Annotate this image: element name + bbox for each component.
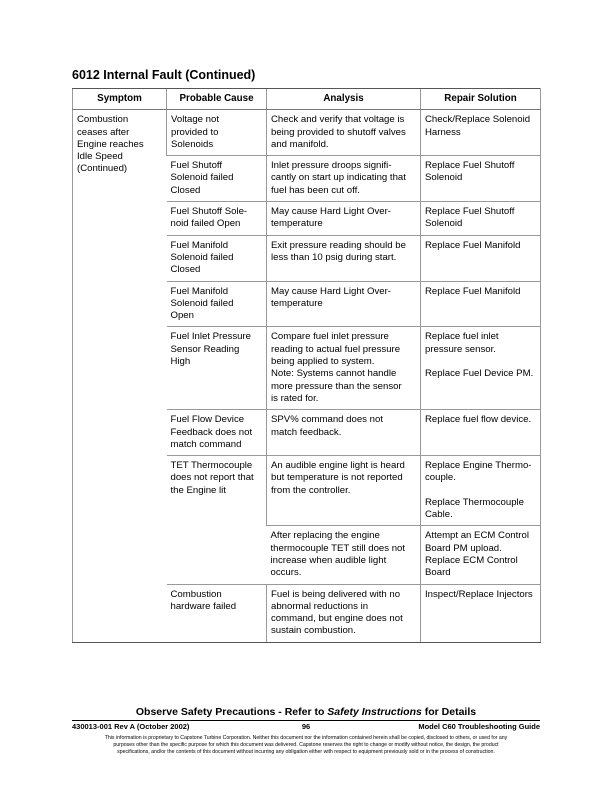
repair-cell: Replace Fuel Shutoff Solenoid [421, 202, 541, 236]
symptom-cell: Combustion ceases after Engine reaches Idle Speed (Continued) [73, 110, 167, 642]
cause-cell: Combustion hardware failed [167, 584, 267, 642]
safety-notice: Observe Safety Precautions - Refer to Safety Instructions for Details [135, 706, 477, 718]
table-header-row [73, 89, 541, 110]
table-row [73, 110, 541, 156]
header-repair-solution: Repair Solution [421, 89, 541, 110]
legal-notice: This information is proprietary to Capstone Turbine Corporation. Neither this document nor the information contained herein shall be copied, disclosed to others, or used for any purposes other than the specific purpose for which this document was delivered. Capstone reserves the right to change or modify without notice, the design, the product specifications, and/or the contents of this document without incurring any obligation either with respect to equipment previously sold or in the process of construction. [104, 735, 508, 755]
header-symptom: Symptom [73, 89, 167, 110]
header-analysis: Analysis [267, 89, 421, 110]
cause-cell: Fuel Inlet Pressure Sensor Reading High [167, 327, 267, 410]
analysis-cell: An audible engine light is heard but temperature is not reported from the controller. [267, 456, 421, 526]
cause-cell: Fuel Shutoff Solenoid failed Closed [167, 156, 267, 202]
model-title: Model C60 Troubleshooting Guide [418, 722, 540, 731]
analysis-cell: After replacing the engine thermocouple TET still does not increase when audible light occurs. [267, 526, 421, 584]
repair-cell: Replace Fuel Shutoff Solenoid [421, 156, 541, 202]
fault-table [72, 88, 541, 643]
analysis-cell: Check and verify that voltage is being provided to shutoff valves and manifold. [267, 110, 421, 156]
cause-cell: Fuel Manifold Solenoid failed Open [167, 281, 267, 327]
analysis-cell: May cause Hard Light Over- temperature [267, 202, 421, 236]
repair-cell: Replace Fuel Manifold [421, 235, 541, 281]
analysis-cell: Fuel is being delivered with no abnormal reductions in command, but engine does not sustain combustion. [267, 584, 421, 642]
cause-cell: TET Thermocouple does not report that the Engine lit [167, 456, 267, 584]
analysis-cell: Exit pressure reading should be less than 10 psig during start. [267, 235, 421, 281]
cause-cell: Fuel Flow Device Feedback does not match command [167, 410, 267, 456]
page-number: 96 [301, 722, 311, 731]
repair-cell: Replace Engine Thermo- couple. Replace Thermocouple Cable. [421, 456, 541, 526]
cause-cell: Fuel Manifold Solenoid failed Closed [167, 235, 267, 281]
repair-cell: Replace fuel flow device. [421, 410, 541, 456]
repair-cell: Attempt an ECM Control Board PM upload. Replace ECM Control Board [421, 526, 541, 584]
cause-cell: Voltage not provided to Solenoids [167, 110, 267, 156]
analysis-cell: May cause Hard Light Over- temperature [267, 281, 421, 327]
repair-cell: Replace Fuel Manifold [421, 281, 541, 327]
document-number: 430013-001 Rev A (October 2002) [72, 722, 190, 731]
analysis-cell: Compare fuel inlet pressure reading to actual fuel pressure being applied to system. Note: Systems cannot handle more pressure than the sensor is rated for. [267, 327, 421, 410]
footer-divider [72, 720, 540, 721]
cause-cell: Fuel Shutoff Sole- noid failed Open [167, 202, 267, 236]
section-title: 6012 Internal Fault (Continued) [72, 68, 256, 82]
repair-cell: Check/Replace Solenoid Harness [421, 110, 541, 156]
repair-cell: Inspect/Replace Injectors [421, 584, 541, 642]
analysis-cell: SPV% command does not match feedback. [267, 410, 421, 456]
analysis-cell: Inlet pressure droops signifi- cantly on start up indicating that fuel has been cut off. [267, 156, 421, 202]
repair-cell: Replace fuel inlet pressure sensor. Replace Fuel Device PM. [421, 327, 541, 410]
safety-instructions-ref: Safety Instructions [327, 706, 422, 718]
header-probable-cause: Probable Cause [167, 89, 267, 110]
